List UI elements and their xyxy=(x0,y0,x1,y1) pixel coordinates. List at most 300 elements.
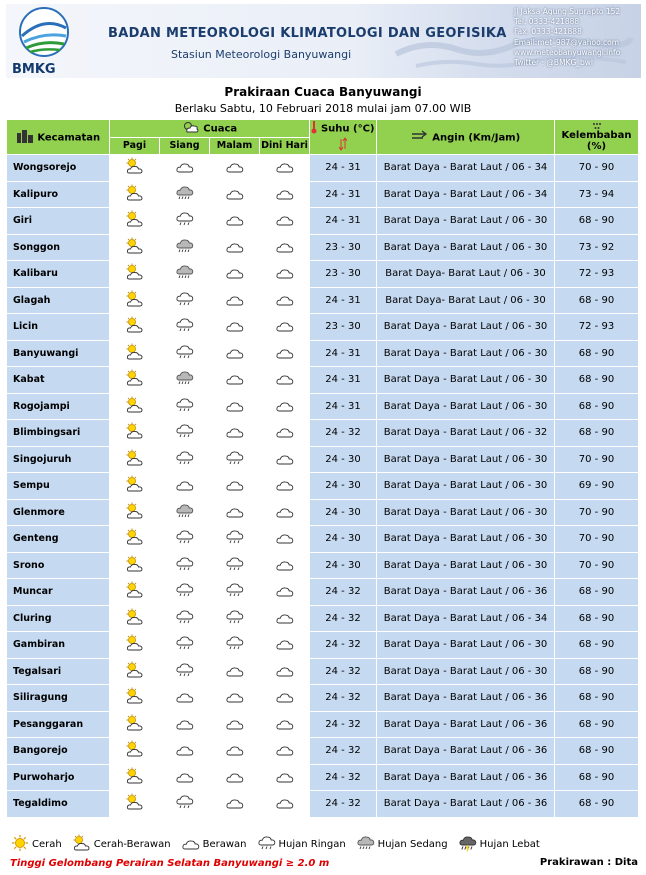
humidity-range: 68 - 90 xyxy=(555,393,639,420)
wave-height-note: Tinggi Gelombang Perairan Selatan Banyuwangi ≥ 2.0 m xyxy=(10,858,330,869)
temperature-range: 24 - 31 xyxy=(310,208,377,235)
hujan-ringan-icon xyxy=(175,343,195,364)
hujan-ringan-icon xyxy=(175,793,195,814)
weather-cell xyxy=(110,367,160,394)
cerah-berawan-icon xyxy=(125,740,145,761)
forecast-table xyxy=(6,119,639,818)
kecamatan-name: Srono xyxy=(7,552,110,579)
weather-cell xyxy=(110,791,160,818)
temperature-range: 24 - 31 xyxy=(310,393,377,420)
temperature-range: 24 - 31 xyxy=(310,340,377,367)
wind-info: Barat Daya - Barat Laut / 06 - 34 xyxy=(377,605,555,632)
wind-info: Barat Daya- Barat Laut / 06 - 30 xyxy=(377,287,555,314)
weather-cell xyxy=(260,791,310,818)
weather-cell xyxy=(210,764,260,791)
berawan-icon xyxy=(275,662,295,681)
berawan-icon xyxy=(275,291,295,310)
weather-cell xyxy=(110,208,160,235)
kecamatan-name: Sempu xyxy=(7,473,110,500)
wind-info: Barat Daya - Barat Laut / 06 - 36 xyxy=(377,579,555,606)
table-row xyxy=(7,579,639,606)
table-row xyxy=(7,367,639,394)
humidity-range: 70 - 90 xyxy=(555,526,639,553)
weather-cell xyxy=(160,155,210,182)
kecamatan-name: Giri xyxy=(7,208,110,235)
page-subtitle: Berlaku Sabtu, 10 Februari 2018 mulai jam 07.00 WIB xyxy=(174,102,472,115)
cerah-berawan-icon xyxy=(125,714,145,735)
table-row xyxy=(7,393,639,420)
weather-cell xyxy=(160,658,210,685)
weather-cell xyxy=(260,393,310,420)
berawan-icon xyxy=(181,835,201,854)
weather-cell xyxy=(110,287,160,314)
weather-cell xyxy=(110,181,160,208)
weather-cell xyxy=(110,711,160,738)
kecamatan-name: Kalibaru xyxy=(7,261,110,288)
berawan-icon xyxy=(275,529,295,548)
humidity-range: 68 - 90 xyxy=(555,632,639,659)
hujan-ringan-icon xyxy=(175,661,195,682)
berawan-icon xyxy=(175,741,195,760)
table-row xyxy=(7,526,639,553)
weather-cell xyxy=(110,340,160,367)
weather-cell xyxy=(160,473,210,500)
weather-cell xyxy=(160,738,210,765)
weather-cell xyxy=(210,181,260,208)
cerah-berawan-icon xyxy=(125,634,145,655)
legend-item xyxy=(456,834,540,855)
temperature-range: 24 - 30 xyxy=(310,499,377,526)
cerah-berawan-icon xyxy=(125,263,145,284)
col-dini-hari: Dini Hari xyxy=(260,137,310,155)
temperature-range: 24 - 30 xyxy=(310,473,377,500)
wind-info: Barat Daya - Barat Laut / 06 - 30 xyxy=(377,367,555,394)
berawan-icon xyxy=(225,715,245,734)
weather-cell xyxy=(260,526,310,553)
kecamatan-name: Tegalsari xyxy=(7,658,110,685)
table-row xyxy=(7,473,639,500)
col-siang: Siang xyxy=(160,137,210,155)
humidity-range: 70 - 90 xyxy=(555,499,639,526)
humidity-range: 68 - 90 xyxy=(555,287,639,314)
berawan-icon xyxy=(175,688,195,707)
cerah-berawan-icon xyxy=(125,157,145,178)
weather-cell xyxy=(110,685,160,712)
humidity-range: 68 - 90 xyxy=(555,791,639,818)
kecamatan-name: Singojuruh xyxy=(7,446,110,473)
temperature-range: 24 - 31 xyxy=(310,367,377,394)
temperature-arrows-icon xyxy=(339,137,347,154)
weather-cell xyxy=(110,658,160,685)
wind-info: Barat Daya - Barat Laut / 06 - 30 xyxy=(377,393,555,420)
weather-cell xyxy=(110,261,160,288)
temperature-range: 24 - 31 xyxy=(310,287,377,314)
humidity-range: 70 - 90 xyxy=(555,155,639,182)
humidity-range: 72 - 93 xyxy=(555,261,639,288)
cerah-berawan-icon xyxy=(125,502,145,523)
wind-info: Barat Daya - Barat Laut / 06 - 30 xyxy=(377,446,555,473)
wind-info: Barat Daya - Barat Laut / 06 - 30 xyxy=(377,314,555,341)
hujan-lebat-icon xyxy=(458,834,478,855)
weather-cell xyxy=(260,155,310,182)
berawan-icon xyxy=(175,158,195,177)
berawan-icon xyxy=(225,211,245,230)
berawan-icon xyxy=(275,238,295,257)
weather-cell xyxy=(260,579,310,606)
legend-item xyxy=(179,835,247,854)
cerah-berawan-icon xyxy=(125,687,145,708)
kecamatan-name: Rogojampi xyxy=(7,393,110,420)
berawan-icon xyxy=(275,370,295,389)
col-malam: Malam xyxy=(210,137,260,155)
humidity-range: 68 - 90 xyxy=(555,764,639,791)
temperature-range: 24 - 32 xyxy=(310,579,377,606)
berawan-icon xyxy=(225,317,245,336)
cerah-berawan-icon xyxy=(125,475,145,496)
weather-cell xyxy=(110,579,160,606)
hujan-sedang-icon xyxy=(356,834,376,855)
berawan-icon xyxy=(225,238,245,257)
temperature-range: 24 - 32 xyxy=(310,791,377,818)
weather-cell xyxy=(210,632,260,659)
temperature-range: 23 - 30 xyxy=(310,314,377,341)
berawan-icon xyxy=(225,397,245,416)
weather-cell xyxy=(260,208,310,235)
berawan-icon xyxy=(225,264,245,283)
kecamatan-name: Purwoharjo xyxy=(7,764,110,791)
weather-cell xyxy=(110,314,160,341)
hujan-ringan-icon xyxy=(225,608,245,629)
hujan-ringan-icon xyxy=(225,581,245,602)
humidity-range: 69 - 90 xyxy=(555,473,639,500)
weather-cell xyxy=(110,499,160,526)
berawan-icon xyxy=(275,264,295,283)
weather-cell xyxy=(210,552,260,579)
berawan-icon xyxy=(275,211,295,230)
wind-info: Barat Daya - Barat Laut / 06 - 36 xyxy=(377,791,555,818)
hujan-ringan-icon xyxy=(175,528,195,549)
cerah-berawan-icon xyxy=(125,767,145,788)
humidity-range: 68 - 90 xyxy=(555,367,639,394)
weather-cell xyxy=(110,446,160,473)
wind-info: Barat Daya - Barat Laut / 06 - 32 xyxy=(377,420,555,447)
table-row xyxy=(7,208,639,235)
weather-cell xyxy=(160,526,210,553)
weather-cell xyxy=(110,738,160,765)
table-row xyxy=(7,791,639,818)
weather-cell xyxy=(210,499,260,526)
berawan-icon xyxy=(275,503,295,522)
hujan-sedang-icon xyxy=(175,263,195,284)
temperature-range: 23 - 30 xyxy=(310,261,377,288)
kecamatan-name: Licin xyxy=(7,314,110,341)
weather-cell xyxy=(260,367,310,394)
weather-cell xyxy=(110,552,160,579)
weather-cell xyxy=(160,711,210,738)
weather-cell xyxy=(160,367,210,394)
legend-item xyxy=(255,834,346,855)
table-row xyxy=(7,446,639,473)
kecamatan-name: Bangorejo xyxy=(7,738,110,765)
table-row xyxy=(7,155,639,182)
weather-cell xyxy=(110,605,160,632)
weather-legend xyxy=(8,834,548,855)
thermometer-icon xyxy=(311,120,317,137)
kecamatan-name: Kalipuro xyxy=(7,181,110,208)
humidity-range: 68 - 90 xyxy=(555,208,639,235)
berawan-icon xyxy=(225,741,245,760)
table-row xyxy=(7,287,639,314)
kecamatan-name: Wongsorejo xyxy=(7,155,110,182)
temperature-range: 24 - 32 xyxy=(310,711,377,738)
berawan-icon xyxy=(225,423,245,442)
weather-cell xyxy=(210,208,260,235)
temperature-range: 24 - 30 xyxy=(310,526,377,553)
legend-label: Hujan Sedang xyxy=(377,839,448,850)
weather-cell xyxy=(110,393,160,420)
legend-item xyxy=(8,834,62,855)
weather-cell xyxy=(210,155,260,182)
wind-info: Barat Daya - Barat Laut / 06 - 36 xyxy=(377,685,555,712)
hujan-ringan-icon xyxy=(225,528,245,549)
hujan-ringan-icon xyxy=(175,581,195,602)
cerah-berawan-icon xyxy=(125,608,145,629)
berawan-icon xyxy=(275,768,295,787)
cerah-icon xyxy=(10,834,30,855)
berawan-icon xyxy=(175,715,195,734)
wind-info: Barat Daya - Barat Laut / 06 - 30 xyxy=(377,340,555,367)
table-row xyxy=(7,605,639,632)
cerah-berawan-icon xyxy=(125,449,145,470)
logo-text: BMKG xyxy=(12,62,56,77)
temperature-range: 24 - 32 xyxy=(310,420,377,447)
weather-cell xyxy=(210,367,260,394)
legend-item xyxy=(70,834,171,855)
hujan-ringan-icon xyxy=(175,316,195,337)
wind-info: Barat Daya - Barat Laut / 06 - 30 xyxy=(377,632,555,659)
weather-cell xyxy=(160,552,210,579)
berawan-icon xyxy=(275,450,295,469)
berawan-icon xyxy=(275,688,295,707)
table-row xyxy=(7,685,639,712)
weather-cell xyxy=(260,181,310,208)
weather-cell xyxy=(260,738,310,765)
berawan-icon xyxy=(175,768,195,787)
kecamatan-name: Glenmore xyxy=(7,499,110,526)
weather-cell xyxy=(260,446,310,473)
kecamatan-name: Blimbingsari xyxy=(7,420,110,447)
hujan-sedang-icon xyxy=(175,369,195,390)
weather-cell xyxy=(160,579,210,606)
cerah-berawan-icon xyxy=(125,343,145,364)
berawan-icon xyxy=(275,423,295,442)
weather-cell xyxy=(210,393,260,420)
weather-cell xyxy=(210,685,260,712)
humidity-range: 68 - 90 xyxy=(555,711,639,738)
legend-label: Berawan xyxy=(202,839,247,850)
cerah-berawan-icon xyxy=(125,184,145,205)
weather-cell xyxy=(160,314,210,341)
kecamatan-name: Glagah xyxy=(7,287,110,314)
hujan-ringan-icon xyxy=(175,634,195,655)
wind-info: Barat Daya - Barat Laut / 06 - 34 xyxy=(377,155,555,182)
temperature-range: 24 - 32 xyxy=(310,605,377,632)
city-icon xyxy=(16,129,34,146)
hujan-ringan-icon xyxy=(175,608,195,629)
wind-info: Barat Daya - Barat Laut / 06 - 30 xyxy=(377,552,555,579)
humidity-range: 72 - 93 xyxy=(555,314,639,341)
weather-cell xyxy=(110,473,160,500)
berawan-icon xyxy=(225,344,245,363)
weather-cell xyxy=(260,711,310,738)
weather-cell xyxy=(110,234,160,261)
weather-cell xyxy=(260,473,310,500)
berawan-icon xyxy=(225,370,245,389)
table-row xyxy=(7,420,639,447)
station-name: Stasiun Meteorologi Banyuwangi xyxy=(171,48,352,61)
col-suhu: Suhu (°C) xyxy=(310,120,377,155)
table-row xyxy=(7,658,639,685)
berawan-icon xyxy=(225,158,245,177)
hujan-sedang-icon xyxy=(175,237,195,258)
berawan-icon xyxy=(175,476,195,495)
table-row xyxy=(7,181,639,208)
weather-cell xyxy=(210,420,260,447)
berawan-icon xyxy=(275,582,295,601)
berawan-icon xyxy=(225,768,245,787)
weather-cell xyxy=(160,685,210,712)
legend-label: Hujan Lebat xyxy=(479,839,540,850)
weather-cell xyxy=(210,579,260,606)
humidity-range: 70 - 90 xyxy=(555,446,639,473)
temperature-range: 24 - 32 xyxy=(310,764,377,791)
weather-cell xyxy=(160,393,210,420)
kecamatan-name: Gambiran xyxy=(7,632,110,659)
humidity-range: 68 - 90 xyxy=(555,605,639,632)
table-row xyxy=(7,738,639,765)
table-row xyxy=(7,234,639,261)
kecamatan-name: Songgon xyxy=(7,234,110,261)
wind-info: Barat Daya - Barat Laut / 06 - 36 xyxy=(377,764,555,791)
cerah-berawan-icon xyxy=(125,237,145,258)
temperature-range: 24 - 32 xyxy=(310,685,377,712)
wind-info: Barat Daya - Barat Laut / 06 - 30 xyxy=(377,499,555,526)
weather-cell xyxy=(260,314,310,341)
hujan-ringan-icon xyxy=(175,396,195,417)
cerah-berawan-icon xyxy=(125,422,145,443)
cerah-berawan-icon xyxy=(125,793,145,814)
legend-item xyxy=(354,834,448,855)
berawan-icon xyxy=(225,662,245,681)
kecamatan-name: Pesanggaran xyxy=(7,711,110,738)
weather-cell xyxy=(210,605,260,632)
weather-cell xyxy=(110,420,160,447)
wind-info: Barat Daya - Barat Laut / 06 - 30 xyxy=(377,526,555,553)
berawan-icon xyxy=(275,317,295,336)
hujan-ringan-icon xyxy=(257,834,277,855)
humidity-range: 73 - 92 xyxy=(555,234,639,261)
berawan-icon xyxy=(275,185,295,204)
humidity-range: 68 - 90 xyxy=(555,738,639,765)
weather-cell xyxy=(160,764,210,791)
weather-cell xyxy=(160,499,210,526)
cerah-berawan-icon xyxy=(125,528,145,549)
hujan-ringan-icon xyxy=(225,634,245,655)
berawan-icon xyxy=(275,609,295,628)
contact-info: Jl Jaksa Agung Suprapto 152 Tel. 0333-421888 Fax. 0333-421888 Email:met_987@yahoo.com www.meteobanyuwangi.info Twitter : @BMKG_bwi xyxy=(514,7,621,68)
hujan-sedang-icon xyxy=(175,502,195,523)
weather-cell xyxy=(160,234,210,261)
weather-cell xyxy=(210,234,260,261)
weather-cell xyxy=(160,340,210,367)
weather-cell xyxy=(210,287,260,314)
hujan-ringan-icon xyxy=(175,449,195,470)
cerah-berawan-icon xyxy=(125,316,145,337)
weather-cell xyxy=(260,552,310,579)
wind-info: Barat Daya - Barat Laut / 06 - 30 xyxy=(377,208,555,235)
kecamatan-name: Banyuwangi xyxy=(7,340,110,367)
humidity-range: 68 - 90 xyxy=(555,685,639,712)
humidity-range: 68 - 90 xyxy=(555,579,639,606)
table-row xyxy=(7,711,639,738)
humidity-range: 73 - 94 xyxy=(555,181,639,208)
table-row xyxy=(7,314,639,341)
weather-cell xyxy=(260,287,310,314)
weather-cell xyxy=(260,340,310,367)
wind-info: Barat Daya - Barat Laut / 06 - 30 xyxy=(377,234,555,261)
weather-cell xyxy=(260,764,310,791)
legend-label: Cerah-Berawan xyxy=(93,839,171,850)
wind-info: Barat Daya - Barat Laut / 06 - 30 xyxy=(377,473,555,500)
weather-cell xyxy=(160,181,210,208)
berawan-icon xyxy=(225,185,245,204)
hujan-ringan-icon xyxy=(225,555,245,576)
temperature-range: 24 - 30 xyxy=(310,446,377,473)
weather-cell xyxy=(210,791,260,818)
weather-cell xyxy=(110,155,160,182)
table-row xyxy=(7,261,639,288)
cerah-berawan-icon xyxy=(125,210,145,231)
weather-cell xyxy=(260,632,310,659)
weather-cell xyxy=(260,605,310,632)
table-row xyxy=(7,340,639,367)
kecamatan-name: Cluring xyxy=(7,605,110,632)
temperature-range: 24 - 32 xyxy=(310,738,377,765)
wind-info: Barat Daya - Barat Laut / 06 - 30 xyxy=(377,658,555,685)
berawan-icon xyxy=(275,715,295,734)
berawan-icon xyxy=(225,291,245,310)
header-banner xyxy=(6,4,641,78)
table-row xyxy=(7,632,639,659)
wind-info: Barat Daya - Barat Laut / 06 - 36 xyxy=(377,711,555,738)
cerah-berawan-icon xyxy=(125,581,145,602)
hujan-ringan-icon xyxy=(175,290,195,311)
hujan-ringan-icon xyxy=(175,210,195,231)
hujan-ringan-icon xyxy=(175,555,195,576)
wind-icon xyxy=(411,130,429,145)
berawan-icon xyxy=(275,476,295,495)
weather-cell xyxy=(260,685,310,712)
temperature-range: 24 - 31 xyxy=(310,181,377,208)
weather-cell xyxy=(110,526,160,553)
wind-info: Barat Daya - Barat Laut / 06 - 34 xyxy=(377,181,555,208)
berawan-icon xyxy=(275,635,295,654)
legend-label: Hujan Ringan xyxy=(278,839,346,850)
cerah-berawan-icon xyxy=(125,369,145,390)
berawan-icon xyxy=(225,503,245,522)
temperature-range: 24 - 31 xyxy=(310,155,377,182)
weather-cell xyxy=(210,261,260,288)
